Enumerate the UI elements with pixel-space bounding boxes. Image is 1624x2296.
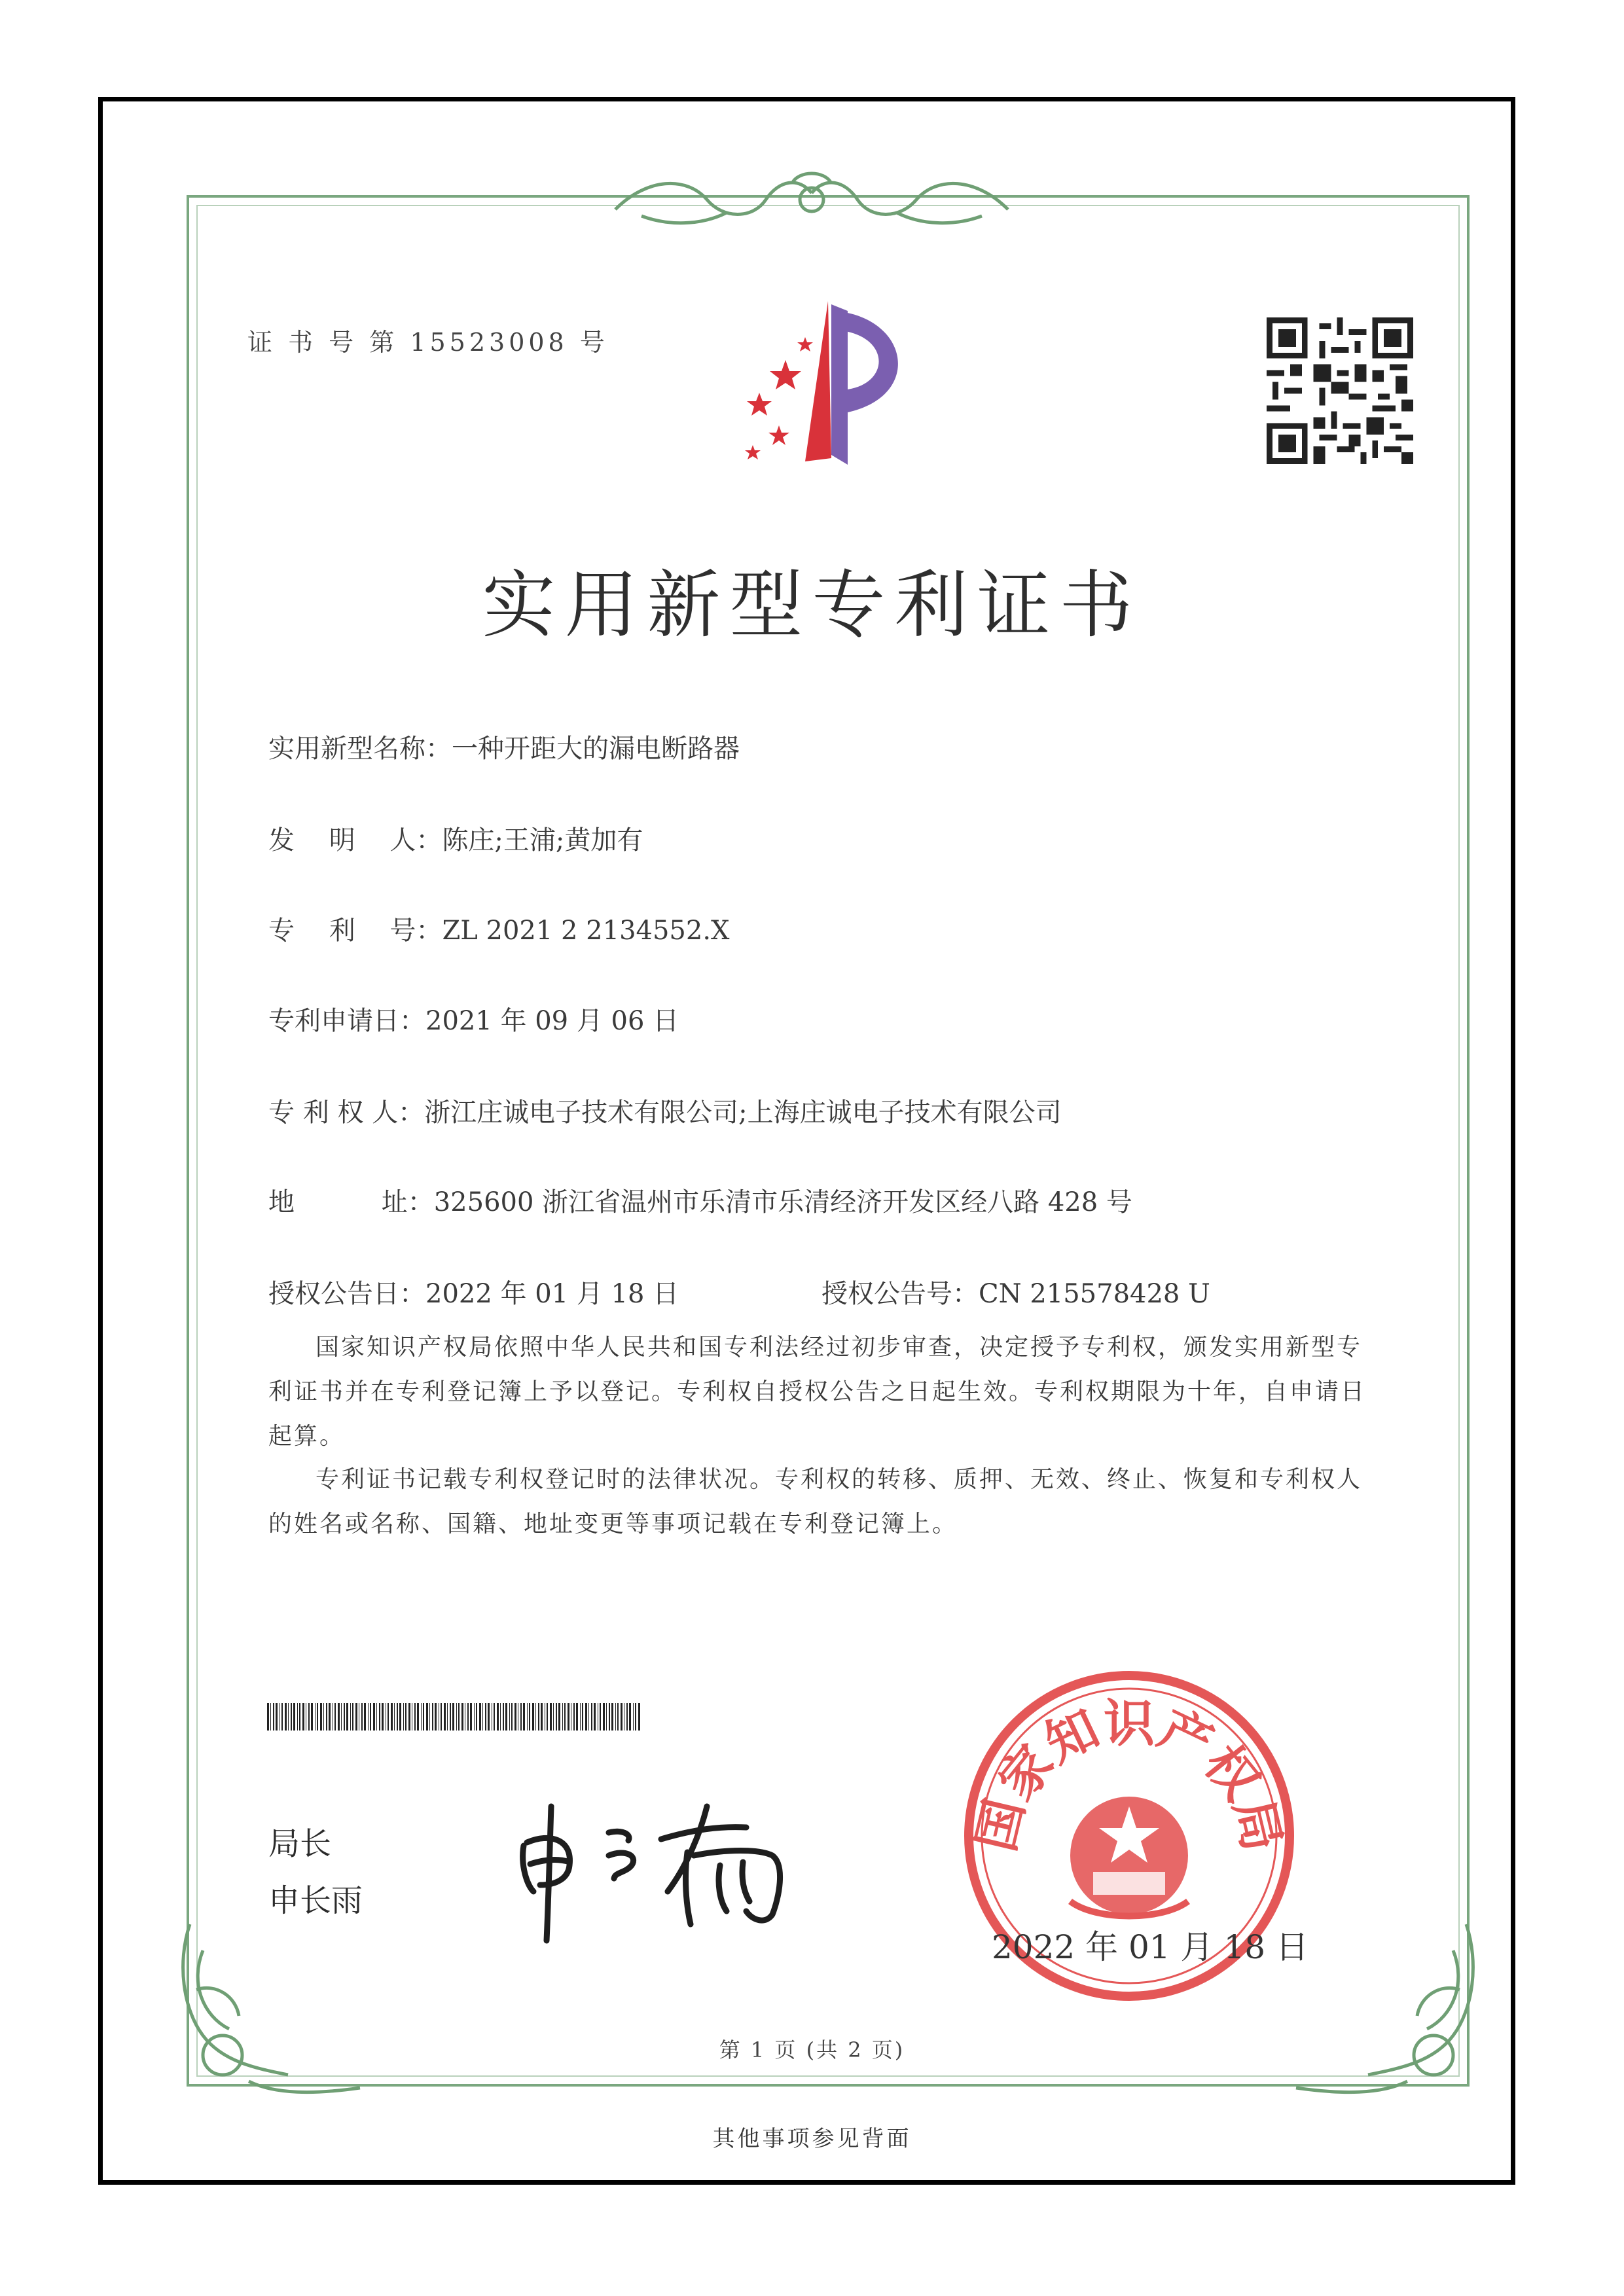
bottom-right-ornament-icon (1283, 1911, 1492, 2108)
field-label: 专利申请日： (268, 1006, 425, 1036)
footer-note: 其他事项参见背面 (712, 2126, 912, 2152)
certificate-title: 实用新型专利证书 (482, 563, 1142, 648)
field-value: 一种开距大的漏电断路器 (452, 734, 740, 764)
field-utility-model-name (268, 728, 740, 765)
field-label: 授权公告号： (821, 1279, 979, 1309)
field-application-date (268, 1000, 679, 1037)
field-inventor (268, 819, 643, 857)
seal-text: 国家知识产权局 (966, 1695, 1292, 1857)
field-patentee (268, 1092, 1062, 1129)
director-name: 申长雨 (268, 1882, 363, 1919)
field-label: 地 址： (268, 1187, 434, 1217)
field-value: CN 215578428 U (979, 1279, 1210, 1309)
field-value: 2021 年 09 月 06 日 (425, 1006, 679, 1036)
qr-code-icon (1267, 317, 1413, 464)
field-value: 325600 浙江省温州市乐清市乐清经济开发区经八路 428 号 (433, 1187, 1132, 1217)
field-label: 实用新型名称： (268, 734, 452, 764)
certificate-number: 证 书 号 第 15523008 号 (247, 328, 609, 357)
signature-icon (511, 1793, 825, 1944)
director-title: 局长 (268, 1825, 332, 1862)
cnipa-logo-icon (713, 298, 939, 481)
field-value: 2022 年 01 月 18 日 (425, 1279, 679, 1309)
barcode-icon (267, 1703, 640, 1731)
statement-paragraph-2: 专利证书记载专利权登记时的法律状况。专利权的转移、质押、无效、终止、恢复和专利权人的姓名或名称、国籍、地址变更等事项记载在专利登记簿上。 (268, 1466, 1363, 1537)
field-label: 专 利 权 人： (268, 1098, 425, 1128)
field-label: 发 明 人： (268, 825, 442, 855)
statement-paragraph-1: 国家知识产权局依照中华人民共和国专利法经过初步审查，决定授予专利权，颁发实用新型专利证书并在专利登记簿上予以登记。专利权自授权公告之日起生效。专利权期限为十年，自申请日起算。 (268, 1334, 1367, 1450)
field-grant-date (268, 1273, 679, 1310)
page-indicator: 第 1 页 (共 2 页) (719, 2037, 905, 2062)
field-value: 浙江庄诚电子技术有限公司;上海庄诚电子技术有限公司 (424, 1098, 1062, 1128)
field-label: 授权公告日： (268, 1279, 425, 1309)
field-value: 陈庄;王浦;黄加有 (442, 825, 643, 855)
field-publication-number (821, 1273, 1210, 1310)
field-value: ZL 2021 2 2134552.X (442, 916, 730, 946)
bottom-left-ornament-icon (164, 1911, 373, 2108)
seal-date: 2022 年 01 月 18 日 (992, 1928, 1308, 1966)
field-address (268, 1181, 1132, 1219)
top-ornament-icon (602, 164, 1021, 236)
field-label: 专 利 号： (268, 916, 442, 946)
field-patent-number (268, 910, 730, 947)
